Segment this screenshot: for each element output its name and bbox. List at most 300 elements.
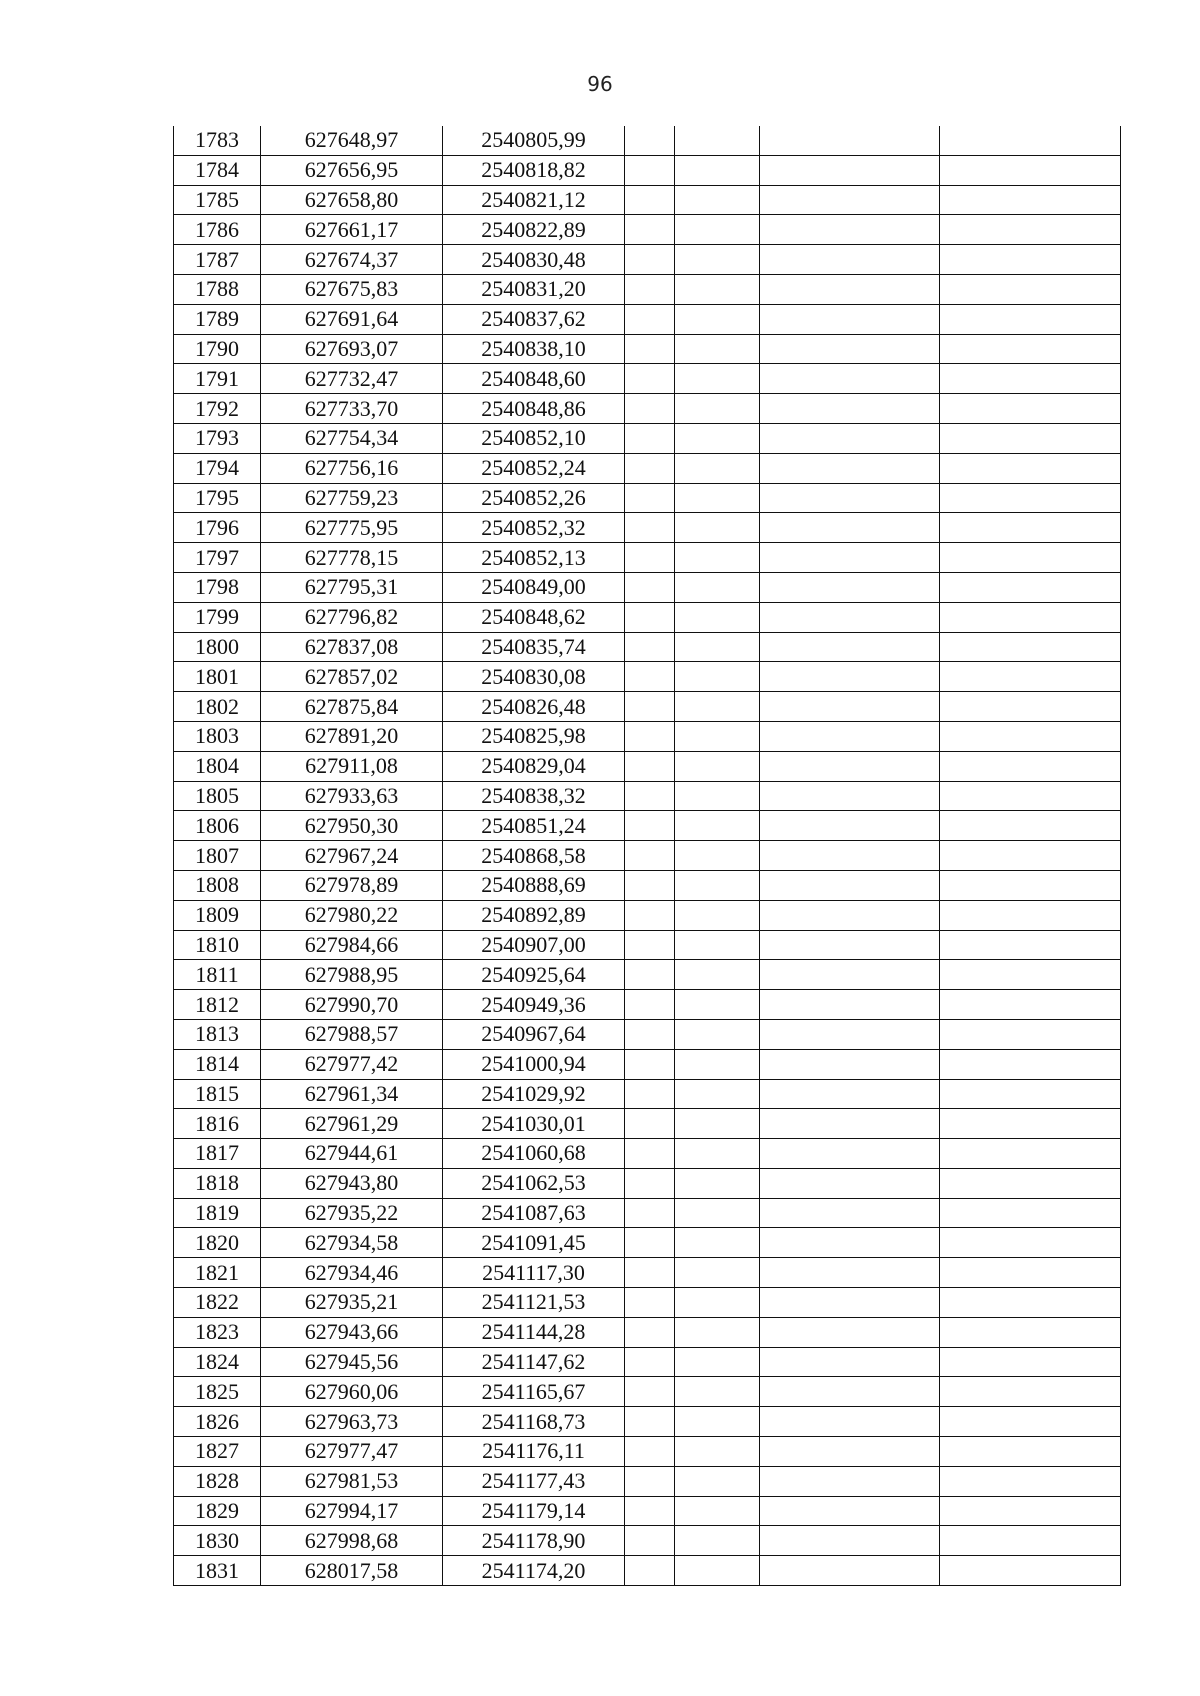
x-coordinate-cell: 627935,21 (261, 1288, 443, 1318)
table-row (174, 632, 1121, 662)
point-number-cell: 1830 (174, 1526, 261, 1556)
empty-cell (940, 1228, 1121, 1258)
empty-cell (625, 1526, 675, 1556)
empty-cell (940, 423, 1121, 453)
empty-cell (625, 126, 675, 155)
y-coordinate-cell: 2540851,24 (443, 811, 625, 841)
x-coordinate-cell: 627943,66 (261, 1317, 443, 1347)
y-coordinate-cell: 2540852,26 (443, 483, 625, 513)
table-row (174, 483, 1121, 513)
x-coordinate-cell: 627963,73 (261, 1407, 443, 1437)
table-row (174, 990, 1121, 1020)
empty-cell (940, 155, 1121, 185)
point-number-cell: 1795 (174, 483, 261, 513)
empty-cell (760, 423, 940, 453)
empty-cell (625, 453, 675, 483)
empty-cell (760, 1288, 940, 1318)
empty-cell (940, 513, 1121, 543)
point-number-cell: 1819 (174, 1198, 261, 1228)
point-number-cell: 1792 (174, 394, 261, 424)
empty-cell (760, 155, 940, 185)
table-row (174, 513, 1121, 543)
table-row (174, 781, 1121, 811)
empty-cell (625, 1347, 675, 1377)
x-coordinate-cell: 627756,16 (261, 453, 443, 483)
empty-cell (760, 274, 940, 304)
empty-cell (675, 394, 760, 424)
y-coordinate-cell: 2540835,74 (443, 632, 625, 662)
coordinates-table (173, 126, 1121, 1586)
empty-cell (940, 1437, 1121, 1467)
table-row (174, 662, 1121, 692)
empty-cell (940, 632, 1121, 662)
empty-cell (940, 960, 1121, 990)
empty-cell (625, 841, 675, 871)
point-number-cell: 1788 (174, 274, 261, 304)
x-coordinate-cell: 627656,95 (261, 155, 443, 185)
y-coordinate-cell: 2540852,24 (443, 453, 625, 483)
x-coordinate-cell: 627961,34 (261, 1079, 443, 1109)
empty-cell (675, 1466, 760, 1496)
empty-cell (760, 572, 940, 602)
y-coordinate-cell: 2540830,08 (443, 662, 625, 692)
empty-cell (675, 662, 760, 692)
y-coordinate-cell: 2541165,67 (443, 1377, 625, 1407)
point-number-cell: 1803 (174, 721, 261, 751)
empty-cell (760, 1258, 940, 1288)
empty-cell (760, 870, 940, 900)
point-number-cell: 1797 (174, 543, 261, 573)
table-row (174, 1288, 1121, 1318)
empty-cell (940, 1407, 1121, 1437)
empty-cell (760, 1049, 940, 1079)
empty-cell (675, 1019, 760, 1049)
empty-cell (760, 900, 940, 930)
y-coordinate-cell: 2541179,14 (443, 1496, 625, 1526)
y-coordinate-cell: 2541178,90 (443, 1526, 625, 1556)
empty-cell (625, 1258, 675, 1288)
empty-cell (760, 1109, 940, 1139)
point-number-cell: 1831 (174, 1556, 261, 1586)
empty-cell (940, 572, 1121, 602)
empty-cell (940, 811, 1121, 841)
empty-cell (625, 1168, 675, 1198)
x-coordinate-cell: 628017,58 (261, 1556, 443, 1586)
empty-cell (625, 155, 675, 185)
empty-cell (940, 930, 1121, 960)
y-coordinate-cell: 2540829,04 (443, 751, 625, 781)
x-coordinate-cell: 627691,64 (261, 304, 443, 334)
empty-cell (760, 781, 940, 811)
empty-cell (760, 1556, 940, 1586)
empty-cell (760, 126, 940, 155)
empty-cell (625, 394, 675, 424)
table-row (174, 930, 1121, 960)
x-coordinate-cell: 627837,08 (261, 632, 443, 662)
point-number-cell: 1783 (174, 126, 261, 155)
empty-cell (760, 1198, 940, 1228)
empty-cell (625, 543, 675, 573)
empty-cell (675, 245, 760, 275)
y-coordinate-cell: 2540892,89 (443, 900, 625, 930)
empty-cell (675, 453, 760, 483)
point-number-cell: 1800 (174, 632, 261, 662)
empty-cell (940, 751, 1121, 781)
x-coordinate-cell: 627933,63 (261, 781, 443, 811)
y-coordinate-cell: 2540852,10 (443, 423, 625, 453)
y-coordinate-cell: 2541062,53 (443, 1168, 625, 1198)
table-row (174, 1407, 1121, 1437)
x-coordinate-cell: 627998,68 (261, 1526, 443, 1556)
empty-cell (625, 930, 675, 960)
point-number-cell: 1802 (174, 692, 261, 722)
empty-cell (625, 1407, 675, 1437)
table-row (174, 423, 1121, 453)
empty-cell (940, 990, 1121, 1020)
x-coordinate-cell: 627978,89 (261, 870, 443, 900)
empty-cell (675, 334, 760, 364)
empty-cell (675, 811, 760, 841)
empty-cell (625, 1466, 675, 1496)
table-row (174, 543, 1121, 573)
empty-cell (675, 870, 760, 900)
x-coordinate-cell: 627674,37 (261, 245, 443, 275)
y-coordinate-cell: 2540831,20 (443, 274, 625, 304)
empty-cell (625, 1198, 675, 1228)
empty-cell (940, 662, 1121, 692)
x-coordinate-cell: 627693,07 (261, 334, 443, 364)
x-coordinate-cell: 627945,56 (261, 1347, 443, 1377)
empty-cell (760, 602, 940, 632)
x-coordinate-cell: 627796,82 (261, 602, 443, 632)
point-number-cell: 1823 (174, 1317, 261, 1347)
table-row (174, 1228, 1121, 1258)
empty-cell (760, 245, 940, 275)
empty-cell (940, 900, 1121, 930)
empty-cell (940, 721, 1121, 751)
empty-cell (760, 483, 940, 513)
y-coordinate-cell: 2540949,36 (443, 990, 625, 1020)
table-row (174, 453, 1121, 483)
empty-cell (675, 364, 760, 394)
table-row (174, 1466, 1121, 1496)
x-coordinate-cell: 627658,80 (261, 185, 443, 215)
empty-cell (675, 1526, 760, 1556)
y-coordinate-cell: 2541144,28 (443, 1317, 625, 1347)
empty-cell (940, 245, 1121, 275)
point-number-cell: 1820 (174, 1228, 261, 1258)
empty-cell (625, 215, 675, 245)
y-coordinate-cell: 2540852,32 (443, 513, 625, 543)
empty-cell (625, 602, 675, 632)
y-coordinate-cell: 2541029,92 (443, 1079, 625, 1109)
empty-cell (675, 1496, 760, 1526)
x-coordinate-cell: 627778,15 (261, 543, 443, 573)
coordinates-table-body (174, 126, 1121, 1586)
empty-cell (675, 126, 760, 155)
y-coordinate-cell: 2541121,53 (443, 1288, 625, 1318)
y-coordinate-cell: 2540849,00 (443, 572, 625, 602)
empty-cell (625, 423, 675, 453)
y-coordinate-cell: 2541087,63 (443, 1198, 625, 1228)
point-number-cell: 1794 (174, 453, 261, 483)
x-coordinate-cell: 627775,95 (261, 513, 443, 543)
point-number-cell: 1808 (174, 870, 261, 900)
x-coordinate-cell: 627967,24 (261, 841, 443, 871)
empty-cell (760, 1377, 940, 1407)
empty-cell (625, 304, 675, 334)
y-coordinate-cell: 2540838,10 (443, 334, 625, 364)
point-number-cell: 1810 (174, 930, 261, 960)
table-row (174, 1139, 1121, 1169)
point-number-cell: 1818 (174, 1168, 261, 1198)
table-row (174, 1496, 1121, 1526)
empty-cell (940, 364, 1121, 394)
empty-cell (675, 215, 760, 245)
empty-cell (675, 1347, 760, 1377)
table-row (174, 900, 1121, 930)
table-row (174, 364, 1121, 394)
empty-cell (760, 364, 940, 394)
empty-cell (625, 1049, 675, 1079)
y-coordinate-cell: 2540805,99 (443, 126, 625, 155)
point-number-cell: 1796 (174, 513, 261, 543)
x-coordinate-cell: 627795,31 (261, 572, 443, 602)
empty-cell (940, 215, 1121, 245)
table-row (174, 304, 1121, 334)
point-number-cell: 1821 (174, 1258, 261, 1288)
table-row (174, 960, 1121, 990)
point-number-cell: 1812 (174, 990, 261, 1020)
x-coordinate-cell: 627977,47 (261, 1437, 443, 1467)
empty-cell (760, 1526, 940, 1556)
x-coordinate-cell: 627934,58 (261, 1228, 443, 1258)
point-number-cell: 1817 (174, 1139, 261, 1169)
empty-cell (760, 185, 940, 215)
point-number-cell: 1815 (174, 1079, 261, 1109)
point-number-cell: 1826 (174, 1407, 261, 1437)
empty-cell (760, 1496, 940, 1526)
empty-cell (625, 334, 675, 364)
empty-cell (760, 990, 940, 1020)
point-number-cell: 1791 (174, 364, 261, 394)
table-row (174, 215, 1121, 245)
empty-cell (625, 990, 675, 1020)
empty-cell (675, 602, 760, 632)
empty-cell (625, 1377, 675, 1407)
empty-cell (675, 1437, 760, 1467)
empty-cell (760, 751, 940, 781)
point-number-cell: 1804 (174, 751, 261, 781)
point-number-cell: 1799 (174, 602, 261, 632)
table-row (174, 870, 1121, 900)
empty-cell (760, 1437, 940, 1467)
empty-cell (760, 1347, 940, 1377)
x-coordinate-cell: 627984,66 (261, 930, 443, 960)
table-row (174, 572, 1121, 602)
empty-cell (675, 1377, 760, 1407)
x-coordinate-cell: 627944,61 (261, 1139, 443, 1169)
table-row (174, 245, 1121, 275)
empty-cell (940, 1288, 1121, 1318)
empty-cell (940, 602, 1121, 632)
empty-cell (675, 1258, 760, 1288)
y-coordinate-cell: 2540837,62 (443, 304, 625, 334)
empty-cell (625, 1019, 675, 1049)
empty-cell (940, 1019, 1121, 1049)
y-coordinate-cell: 2540848,86 (443, 394, 625, 424)
empty-cell (760, 1466, 940, 1496)
empty-cell (760, 721, 940, 751)
empty-cell (940, 1526, 1121, 1556)
x-coordinate-cell: 627891,20 (261, 721, 443, 751)
empty-cell (940, 1496, 1121, 1526)
empty-cell (940, 304, 1121, 334)
empty-cell (760, 960, 940, 990)
y-coordinate-cell: 2540967,64 (443, 1019, 625, 1049)
empty-cell (940, 1168, 1121, 1198)
empty-cell (675, 274, 760, 304)
y-coordinate-cell: 2541168,73 (443, 1407, 625, 1437)
point-number-cell: 1786 (174, 215, 261, 245)
y-coordinate-cell: 2541147,62 (443, 1347, 625, 1377)
y-coordinate-cell: 2540925,64 (443, 960, 625, 990)
point-number-cell: 1814 (174, 1049, 261, 1079)
table-row (174, 394, 1121, 424)
point-number-cell: 1825 (174, 1377, 261, 1407)
empty-cell (940, 1317, 1121, 1347)
point-number-cell: 1806 (174, 811, 261, 841)
empty-cell (625, 811, 675, 841)
y-coordinate-cell: 2540907,00 (443, 930, 625, 960)
point-number-cell: 1789 (174, 304, 261, 334)
empty-cell (675, 483, 760, 513)
empty-cell (940, 453, 1121, 483)
empty-cell (625, 513, 675, 543)
table-row (174, 1049, 1121, 1079)
empty-cell (940, 1049, 1121, 1079)
table-row (174, 1347, 1121, 1377)
empty-cell (625, 185, 675, 215)
y-coordinate-cell: 2541176,11 (443, 1437, 625, 1467)
x-coordinate-cell: 627988,95 (261, 960, 443, 990)
y-coordinate-cell: 2541060,68 (443, 1139, 625, 1169)
y-coordinate-cell: 2540848,60 (443, 364, 625, 394)
x-coordinate-cell: 627733,70 (261, 394, 443, 424)
x-coordinate-cell: 627732,47 (261, 364, 443, 394)
table-row (174, 274, 1121, 304)
point-number-cell: 1790 (174, 334, 261, 364)
table-row (174, 1168, 1121, 1198)
empty-cell (760, 513, 940, 543)
point-number-cell: 1824 (174, 1347, 261, 1377)
empty-cell (760, 1079, 940, 1109)
empty-cell (675, 721, 760, 751)
y-coordinate-cell: 2540868,58 (443, 841, 625, 871)
empty-cell (940, 1466, 1121, 1496)
x-coordinate-cell: 627994,17 (261, 1496, 443, 1526)
table-row (174, 1317, 1121, 1347)
empty-cell (760, 662, 940, 692)
empty-cell (675, 1079, 760, 1109)
empty-cell (940, 543, 1121, 573)
empty-cell (940, 781, 1121, 811)
empty-cell (625, 1139, 675, 1169)
y-coordinate-cell: 2540826,48 (443, 692, 625, 722)
empty-cell (625, 781, 675, 811)
empty-cell (760, 1019, 940, 1049)
empty-cell (675, 781, 760, 811)
table-row (174, 126, 1121, 155)
empty-cell (940, 1556, 1121, 1586)
point-number-cell: 1807 (174, 841, 261, 871)
empty-cell (675, 1317, 760, 1347)
empty-cell (675, 1168, 760, 1198)
empty-cell (760, 304, 940, 334)
empty-cell (760, 394, 940, 424)
empty-cell (760, 632, 940, 662)
y-coordinate-cell: 2541000,94 (443, 1049, 625, 1079)
y-coordinate-cell: 2540825,98 (443, 721, 625, 751)
point-number-cell: 1829 (174, 1496, 261, 1526)
empty-cell (675, 1556, 760, 1586)
y-coordinate-cell: 2540852,13 (443, 543, 625, 573)
empty-cell (940, 483, 1121, 513)
empty-cell (625, 364, 675, 394)
x-coordinate-cell: 627675,83 (261, 274, 443, 304)
empty-cell (760, 215, 940, 245)
empty-cell (940, 1198, 1121, 1228)
table-row (174, 721, 1121, 751)
table-row (174, 841, 1121, 871)
empty-cell (625, 1496, 675, 1526)
empty-cell (760, 841, 940, 871)
empty-cell (760, 692, 940, 722)
empty-cell (625, 1288, 675, 1318)
empty-cell (625, 960, 675, 990)
y-coordinate-cell: 2540830,48 (443, 245, 625, 275)
empty-cell (760, 1168, 940, 1198)
empty-cell (625, 632, 675, 662)
empty-cell (940, 274, 1121, 304)
table-row (174, 751, 1121, 781)
empty-cell (675, 304, 760, 334)
empty-cell (760, 334, 940, 364)
empty-cell (625, 1556, 675, 1586)
y-coordinate-cell: 2540818,82 (443, 155, 625, 185)
y-coordinate-cell: 2540888,69 (443, 870, 625, 900)
empty-cell (625, 1079, 675, 1109)
empty-cell (760, 1407, 940, 1437)
empty-cell (625, 751, 675, 781)
point-number-cell: 1798 (174, 572, 261, 602)
x-coordinate-cell: 627754,34 (261, 423, 443, 453)
empty-cell (940, 126, 1121, 155)
x-coordinate-cell: 627960,06 (261, 1377, 443, 1407)
table-row (174, 1109, 1121, 1139)
empty-cell (675, 692, 760, 722)
empty-cell (675, 543, 760, 573)
x-coordinate-cell: 627935,22 (261, 1198, 443, 1228)
x-coordinate-cell: 627648,97 (261, 126, 443, 155)
x-coordinate-cell: 627943,80 (261, 1168, 443, 1198)
empty-cell (675, 185, 760, 215)
empty-cell (760, 930, 940, 960)
x-coordinate-cell: 627661,17 (261, 215, 443, 245)
table-row (174, 1198, 1121, 1228)
table-row (174, 334, 1121, 364)
y-coordinate-cell: 2541091,45 (443, 1228, 625, 1258)
